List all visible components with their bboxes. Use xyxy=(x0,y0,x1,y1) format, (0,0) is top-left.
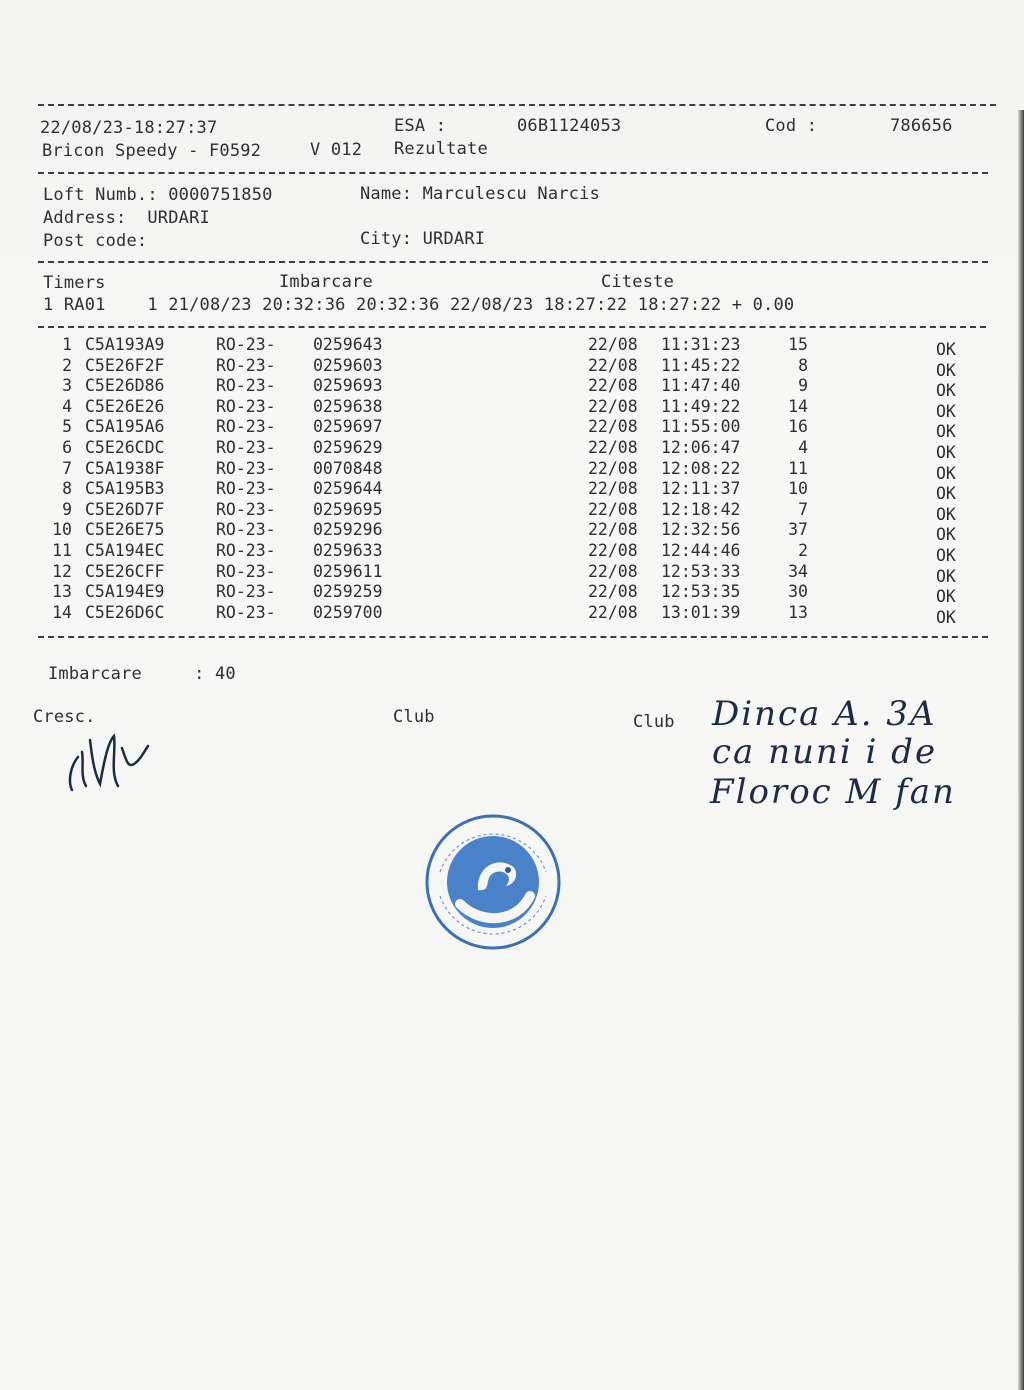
position: 16 xyxy=(788,417,808,437)
club-label-2: Club xyxy=(633,712,675,732)
handwritten-note-line-2: ca nuni i de xyxy=(712,732,938,772)
table-row xyxy=(0,396,1024,421)
status-badge: OK xyxy=(936,443,956,462)
ring-prefix: RO-23- xyxy=(216,355,276,375)
position: 14 xyxy=(788,396,808,416)
ring-prefix: RO-23- xyxy=(216,417,276,437)
arrival-time: 11:55:00 xyxy=(661,417,741,437)
handwritten-note-line-3: Floroc M fan xyxy=(710,772,956,812)
ring-prefix: RO-23- xyxy=(216,458,276,478)
loft-number xyxy=(43,185,273,205)
position: 15 xyxy=(788,335,808,354)
row-index: 12 xyxy=(52,561,72,581)
table-row xyxy=(0,376,1024,401)
chip-id: C5A1938F xyxy=(85,458,165,478)
arrival-date: 22/08 xyxy=(588,335,638,354)
status-badge: OK xyxy=(936,525,956,545)
owner-name xyxy=(360,184,600,204)
ring-prefix: RO-23- xyxy=(216,520,276,540)
divider-owner xyxy=(38,261,988,263)
table-row xyxy=(0,479,1024,504)
cod-label: Cod : xyxy=(765,116,818,136)
arrival-date: 22/08 xyxy=(588,396,638,416)
ring-prefix: RO-23- xyxy=(216,438,276,457)
ring-number: 0259697 xyxy=(313,417,383,437)
ring-number: 0070848 xyxy=(313,458,383,478)
arrival-time: 12:53:33 xyxy=(661,561,741,581)
chip-id: C5E26F2F xyxy=(85,355,165,375)
club-stamp xyxy=(420,812,566,952)
ring-prefix: RO-23- xyxy=(216,561,276,581)
table-row xyxy=(0,335,1024,359)
ring-number: 0259259 xyxy=(313,582,383,602)
position: 7 xyxy=(798,499,808,519)
arrival-time: 11:45:22 xyxy=(661,355,741,375)
arrival-date: 22/08 xyxy=(588,458,638,478)
club-label-1: Club xyxy=(393,707,435,727)
imbarcare-total-value: 40 xyxy=(214,664,236,684)
ring-prefix: RO-23- xyxy=(216,541,276,560)
arrival-date: 22/08 xyxy=(588,520,638,540)
table-row xyxy=(0,417,1024,442)
owner-name-label: Name: xyxy=(360,184,413,204)
chip-id: C5A195B3 xyxy=(85,479,165,499)
ring-number: 0259633 xyxy=(313,541,383,560)
chip-id: C5A194E9 xyxy=(85,582,165,602)
cresc-label: Cresc. xyxy=(33,707,96,727)
esa-label: ESA : xyxy=(394,116,447,136)
position: 34 xyxy=(788,561,808,581)
city xyxy=(360,229,485,249)
imbarcare-total-label: Imbarcare : xyxy=(48,664,215,684)
ring-number: 0259611 xyxy=(313,561,383,581)
status-badge: OK xyxy=(936,587,956,607)
chip-id: C5A195A6 xyxy=(85,417,165,437)
address-label: Address: xyxy=(43,208,127,228)
divider-bottom xyxy=(38,636,988,638)
arrival-date: 22/08 xyxy=(588,479,638,499)
ring-prefix: RO-23- xyxy=(216,335,276,354)
status-badge: OK xyxy=(936,607,956,627)
cod-value: 786656 xyxy=(890,116,953,136)
owner-name-value: Marculescu Narcis xyxy=(422,184,601,204)
table-row xyxy=(0,438,1024,462)
divider-timers xyxy=(38,326,986,328)
row-index: 8 xyxy=(62,479,72,499)
row-index: 13 xyxy=(52,582,72,602)
arrival-time: 12:11:37 xyxy=(661,479,741,499)
chip-id: C5E26D7F xyxy=(85,499,165,519)
arrival-time: 12:44:46 xyxy=(661,541,741,560)
arrival-date: 22/08 xyxy=(588,582,638,602)
status-badge: OK xyxy=(936,504,956,524)
citeste-header: Citeste xyxy=(601,272,675,292)
status-badge: OK xyxy=(936,360,956,380)
position: 4 xyxy=(798,438,808,457)
arrival-time: 11:49:22 xyxy=(661,396,741,416)
ring-number: 0259629 xyxy=(313,438,383,457)
arrival-date: 22/08 xyxy=(588,541,638,560)
arrival-date: 22/08 xyxy=(588,438,638,457)
esa-value: 06B1124053 xyxy=(517,116,622,136)
chip-id: C5E26E26 xyxy=(85,396,165,416)
arrival-time: 11:47:40 xyxy=(661,376,741,396)
ring-number: 0259296 xyxy=(313,520,383,540)
page-edge-shadow xyxy=(1018,110,1024,1390)
position: 11 xyxy=(788,458,808,478)
position: 8 xyxy=(798,355,808,375)
status-badge: OK xyxy=(936,422,956,442)
ring-prefix: RO-23- xyxy=(216,602,276,622)
ring-number: 0259603 xyxy=(313,355,383,375)
position: 10 xyxy=(788,479,808,499)
version: V 012 xyxy=(310,140,363,160)
row-index: 1 xyxy=(62,335,72,354)
status-badge: OK xyxy=(936,566,956,586)
row-index: 4 xyxy=(62,396,72,416)
table-row xyxy=(0,458,1024,483)
ring-number: 0259638 xyxy=(313,396,383,416)
arrival-time: 12:06:47 xyxy=(661,438,741,457)
chip-id: C5E26D86 xyxy=(85,376,165,396)
ring-prefix: RO-23- xyxy=(216,499,276,519)
ring-number: 0259693 xyxy=(313,376,383,396)
report-title: Rezultate xyxy=(394,139,488,159)
device-name: Bricon Speedy - F0592 xyxy=(42,141,262,161)
city-value: URDARI xyxy=(422,229,486,249)
arrival-time: 12:08:22 xyxy=(661,458,741,478)
chip-id: C5A194EC xyxy=(85,541,165,560)
arrival-date: 22/08 xyxy=(588,355,638,375)
chip-id: C5E26E75 xyxy=(85,520,165,540)
row-index: 6 xyxy=(62,438,72,457)
table-row xyxy=(0,520,1024,545)
ring-number: 0259643 xyxy=(313,335,383,354)
position: 13 xyxy=(788,602,808,622)
post-code-label: Post code: xyxy=(43,231,148,251)
ring-prefix: RO-23- xyxy=(216,479,276,499)
ring-number: 0259700 xyxy=(313,602,383,622)
arrival-time: 11:31:23 xyxy=(661,335,741,354)
position: 2 xyxy=(798,541,808,560)
row-index: 7 xyxy=(62,458,72,478)
arrival-date: 22/08 xyxy=(588,602,638,622)
position: 37 xyxy=(788,520,808,540)
table-row xyxy=(0,602,1024,627)
loft-number-label: Loft Numb.: xyxy=(43,185,158,205)
imbarcare-total xyxy=(48,664,236,684)
status-badge: OK xyxy=(936,381,956,401)
breeder-signature xyxy=(60,712,170,802)
timer-line: 1 RA01 1 21/08/23 20:32:36 20:32:36 22/08/23 18:27:22 18:27:22 + 0.00 xyxy=(43,295,795,315)
table-row xyxy=(0,355,1024,380)
row-index: 14 xyxy=(52,602,72,622)
print-timestamp: 22/08/23-18:27:37 xyxy=(40,118,218,138)
status-badge: OK xyxy=(936,463,956,483)
arrival-time: 12:53:35 xyxy=(661,582,741,602)
divider-top xyxy=(38,104,996,106)
chip-id: C5A193A9 xyxy=(85,335,165,354)
divider-header xyxy=(38,172,988,174)
arrival-date: 22/08 xyxy=(588,376,638,396)
row-index: 9 xyxy=(62,499,72,519)
timers-label: Timers xyxy=(43,273,106,293)
arrival-time: 12:32:56 xyxy=(661,520,741,540)
imbarcare-header: Imbarcare xyxy=(279,272,373,292)
table-row xyxy=(0,561,1024,586)
status-badge: OK xyxy=(936,484,956,504)
ring-number: 0259695 xyxy=(313,499,383,519)
address-value: URDARI xyxy=(147,208,210,228)
row-index: 5 xyxy=(62,417,72,437)
ring-prefix: RO-23- xyxy=(216,582,276,602)
table-row xyxy=(0,541,1024,565)
ring-prefix: RO-23- xyxy=(216,376,276,396)
address xyxy=(43,208,210,228)
handwritten-note-line-1: Dinca A. 3A xyxy=(712,694,937,734)
status-badge: OK xyxy=(936,546,956,565)
status-badge: OK xyxy=(936,340,956,359)
loft-number-value: 0000751850 xyxy=(168,185,273,205)
ring-prefix: RO-23- xyxy=(216,396,276,416)
table-row xyxy=(0,499,1024,524)
status-badge: OK xyxy=(936,401,956,421)
row-index: 11 xyxy=(52,541,72,560)
arrival-date: 22/08 xyxy=(588,561,638,581)
arrival-time: 13:01:39 xyxy=(661,602,741,622)
chip-id: C5E26D6C xyxy=(85,602,165,622)
row-index: 3 xyxy=(62,376,72,396)
table-row xyxy=(0,582,1024,607)
row-index: 10 xyxy=(52,520,72,540)
position: 9 xyxy=(798,376,808,396)
city-label: City: xyxy=(360,229,413,249)
chip-id: C5E26CDC xyxy=(85,438,165,457)
arrival-time: 12:18:42 xyxy=(661,499,741,519)
position: 30 xyxy=(788,582,808,602)
row-index: 2 xyxy=(62,355,72,375)
ring-number: 0259644 xyxy=(313,479,383,499)
chip-id: C5E26CFF xyxy=(85,561,165,581)
arrival-date: 22/08 xyxy=(588,417,638,437)
arrival-date: 22/08 xyxy=(588,499,638,519)
